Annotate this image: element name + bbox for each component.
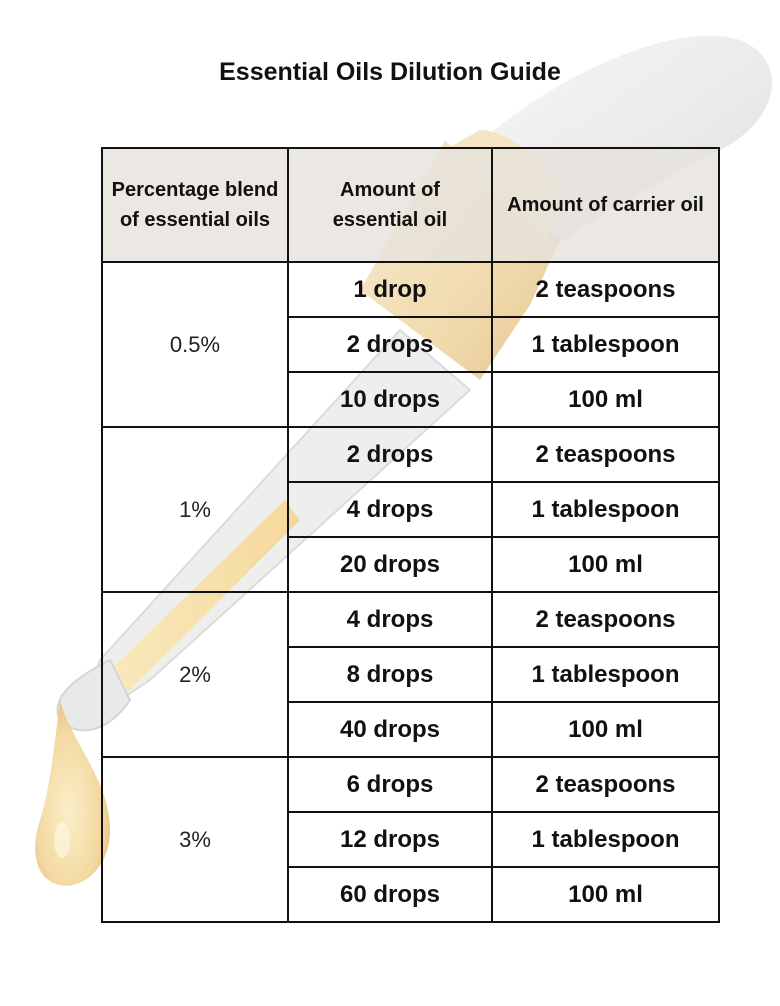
table-row [102,592,719,647]
essential-oil-cell: 1 drop [288,262,492,317]
essential-oil-cell: 12 drops [288,812,492,867]
essential-oil-cell: 2 drops [288,317,492,372]
essential-oil-cell: 10 drops [288,372,492,427]
header-carrier-oil: Amount of carrier oil [492,148,719,262]
carrier-oil-cell: 2 teaspoons [492,427,719,482]
table-header-row [102,148,719,262]
carrier-oil-cell: 100 ml [492,537,719,592]
percentage-cell: 3% [102,757,288,922]
percentage-cell: 1% [102,427,288,592]
carrier-oil-cell: 1 tablespoon [492,647,719,702]
table-row [102,757,719,812]
page-title: Essential Oils Dilution Guide [219,58,561,86]
essential-oil-cell: 60 drops [288,867,492,922]
carrier-oil-cell: 2 teaspoons [492,592,719,647]
carrier-oil-cell: 1 tablespoon [492,317,719,372]
essential-oil-cell: 2 drops [288,427,492,482]
carrier-oil-cell: 100 ml [492,702,719,757]
carrier-oil-cell: 100 ml [492,372,719,427]
header-essential-oil: Amount of essential oil [288,148,492,262]
header-percentage: Percentage blend of essential oils [102,148,288,262]
table-row [102,262,719,317]
carrier-oil-cell: 1 tablespoon [492,812,719,867]
dilution-table [101,147,720,923]
percentage-cell: 0.5% [102,262,288,427]
essential-oil-cell: 8 drops [288,647,492,702]
percentage-cell: 2% [102,592,288,757]
carrier-oil-cell: 2 teaspoons [492,262,719,317]
carrier-oil-cell: 100 ml [492,867,719,922]
essential-oil-cell: 20 drops [288,537,492,592]
essential-oil-cell: 6 drops [288,757,492,812]
carrier-oil-cell: 2 teaspoons [492,757,719,812]
carrier-oil-cell: 1 tablespoon [492,482,719,537]
essential-oil-cell: 4 drops [288,482,492,537]
essential-oil-cell: 4 drops [288,592,492,647]
table-row [102,427,719,482]
essential-oil-cell: 40 drops [288,702,492,757]
